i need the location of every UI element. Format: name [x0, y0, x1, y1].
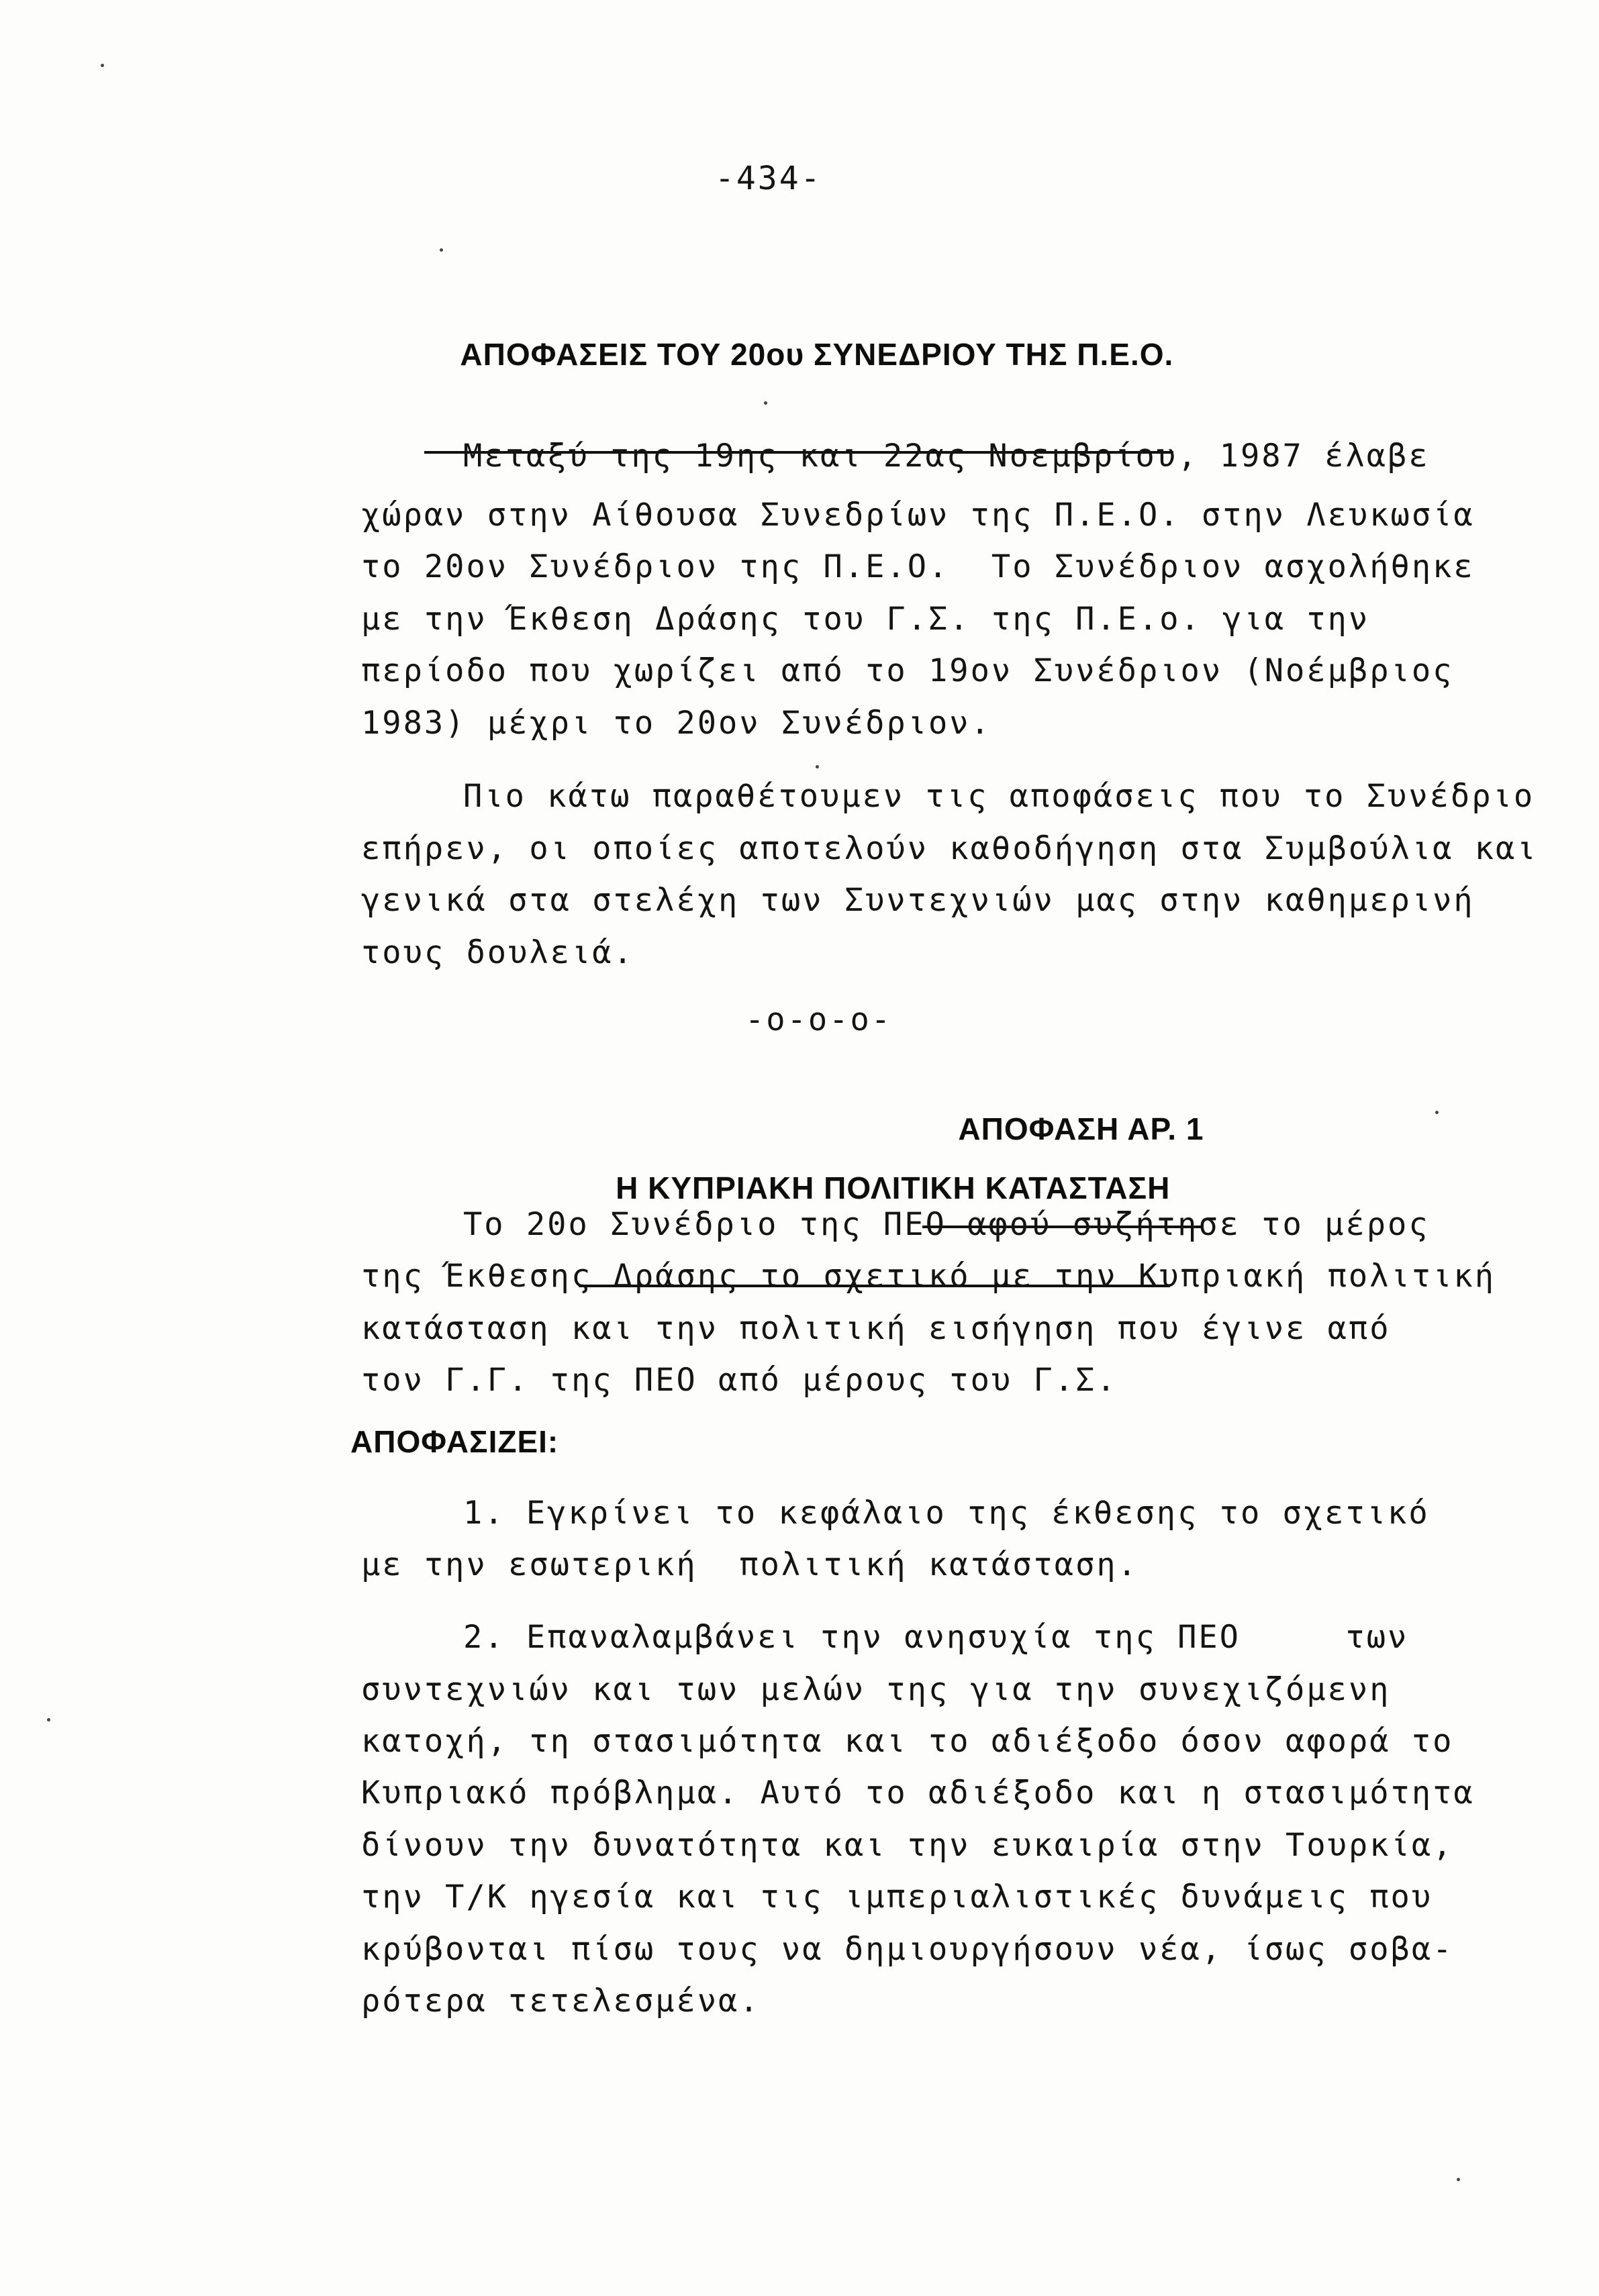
- decision-number-text: ΑΠΟΦΑΣΗ ΑΡ. 1: [958, 1111, 1204, 1146]
- item2-line: 2. Επαναλαμβάνει την ανησυχία της ΠΕΟ των: [463, 1619, 1409, 1656]
- scan-speck: [764, 401, 767, 405]
- scan-speck: [1457, 2178, 1460, 2181]
- paragraph2-line: επήρεν, οι οποίες αποτελούν καθοδήγηση στα Συμβούλια και: [361, 830, 1538, 867]
- intro-line: Μεταξύ της 19ης και 22ας Νοεμβρίου, 1987 έλαβε: [463, 438, 1430, 475]
- scan-speck: [47, 1718, 50, 1721]
- item1-line: με την εσωτερική πολιτική κατάσταση.: [361, 1546, 1138, 1583]
- scan-speck: [440, 248, 443, 252]
- document-title: [424, 294, 1173, 455]
- preamble-line: της Έκθεσης Δράσης το σχετικό με την Κυπριακή πολιτική: [361, 1258, 1496, 1295]
- item2-line: κρύβονται πίσω τους να δημιουργήσουν νέα, ίσως σοβα-: [361, 1931, 1454, 1968]
- item2-line: δίνουν την δυνατότητα και την ευκαιρία στην Τουρκία,: [361, 1827, 1454, 1864]
- paragraph2-line: Πιο κάτω παραθέτουμεν τις αποφάσεις που το Συνέδριο: [463, 778, 1535, 815]
- item2-line: την Τ/Κ ηγεσία και τις ιμπεριαλιστικές δυνάμεις που: [361, 1879, 1433, 1915]
- scan-speck: [101, 64, 104, 67]
- document-title-text: ΑΠΟΦΑΣΕΙΣ ΤΟΥ 20ου ΣΥΝΕΔΡΙΟΥ ΤΗΣ Π.Ε.Ο.: [460, 337, 1174, 372]
- item2-line: ρότερα τετελεσμένα.: [361, 1983, 761, 2019]
- page-number: -434-: [715, 160, 822, 197]
- intro-line: το 20ον Συνέδριον της Π.Ε.Ο. Το Συνέδριον ασχολήθηκε: [361, 548, 1475, 585]
- intro-line: περίοδο που χωρίζει από το 19ον Συνέδριον (Νοέμβριος: [361, 652, 1454, 689]
- item2-line: κατοχή, τη στασιμότητα και το αδιέξοδο όσον αφορά το: [361, 1723, 1454, 1760]
- section-separator: -ο-ο-ο-: [745, 1001, 893, 1038]
- preamble-line: κατάσταση και την πολιτική εισήγηση που έγινε από: [361, 1310, 1391, 1347]
- intro-line: χώραν στην Αίθουσα Συνεδρίων της Π.Ε.Ο. στην Λευκωσία: [361, 497, 1475, 534]
- scan-speck: [1435, 1111, 1439, 1114]
- intro-line: με την Έκθεση Δράσης του Γ.Σ. της Π.Ε.ο. για την: [361, 601, 1370, 638]
- decision-subject-text: Η ΚΥΠΡΙΑΚΗ ΠΟΛΙΤΙΚΗ ΚΑΤΑΣΤΑΣΗ: [616, 1170, 1171, 1205]
- paragraph2-line: γενικά στα στελέχη των Συντεχνιών μας στην καθημερινή: [361, 882, 1475, 919]
- paragraph2-line: τους δουλειά.: [361, 934, 634, 971]
- item2-line: Κυπριακό πρόβλημα. Αυτό το αδιέξοδο και η στασιμότητα: [361, 1775, 1475, 1811]
- decides-label: ΑΠΟΦΑΣΙΖΕΙ:: [350, 1424, 559, 1459]
- item2-line: συντεχνιών και των μελών της για την συνεχιζόμενη: [361, 1671, 1391, 1708]
- preamble-line: τον Γ.Γ. της ΠΕΟ από μέρους του Γ.Σ.: [361, 1362, 1118, 1399]
- item1-line: 1. Εγκρίνει το κεφάλαιο της έκθεσης το σχετικό: [463, 1495, 1430, 1532]
- scan-speck: [816, 765, 819, 768]
- preamble-line: Το 20ο Συνέδριο της ΠΕΟ αφού συζήτησε το μέρος: [463, 1206, 1430, 1243]
- intro-line: 1983) μέχρι το 20ον Συνέδριον.: [361, 705, 991, 742]
